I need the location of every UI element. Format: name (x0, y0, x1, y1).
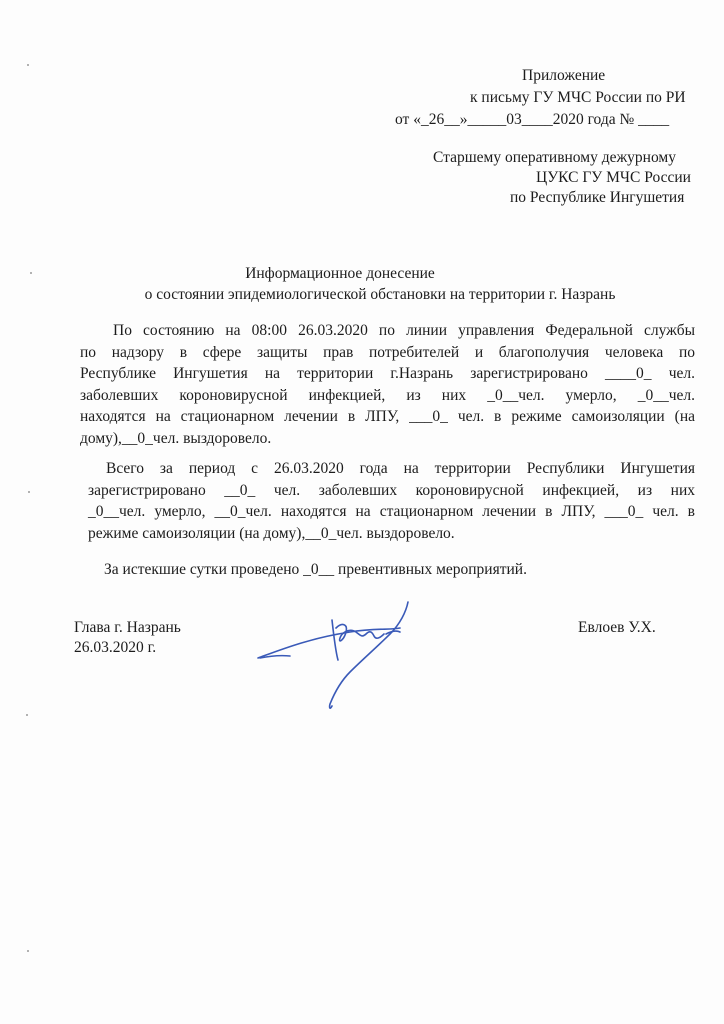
annex-line-3: от «_26__»_____03____2020 года № ____ (395, 111, 670, 128)
paragraph-1-line: дому),__0_чел. выздоровело. (80, 429, 272, 447)
paragraph-2-line: Всего за период с 26.03.2020 года на территории Республики Ингушетия (106, 460, 695, 477)
annex-line-2: к письму ГУ МЧС России по РИ (470, 89, 686, 106)
paragraph-1-line: Республике Ингушетия на территории г.Назрань зарегистрировано ____0_ чел. (80, 365, 695, 382)
scan-speck (27, 64, 29, 66)
paragraph-1-line: По состоянию на 08:00 26.03.2020 по линии управления Федеральной службы (113, 322, 695, 339)
paragraph-1-line: заболевших короновирусной инфекцией, из них _0__чел. умерло, _0__чел. (80, 386, 695, 404)
annex-line-1: Приложение (522, 67, 606, 84)
scan-speck (26, 714, 28, 716)
signature-date: 26.03.2020 г. (74, 639, 157, 656)
scan-speck (30, 272, 32, 274)
signatory-position: Глава г. Назрань (74, 619, 181, 636)
paragraph-2-line: режиме самоизоляции (на дому),__0_чел. выздоровело. (88, 524, 455, 542)
addressee-line-3: по Республике Ингушетия (510, 189, 685, 206)
addressee-line-1: Старшему оперативному дежурному (433, 149, 676, 166)
paragraph-2-line: _0__чел. умерло, __0_чел. находятся на стационарном лечении в ЛПУ, ___0_ чел. в (88, 503, 695, 520)
scan-speck (28, 491, 30, 493)
paragraph-3: За истекшие сутки проведено _0__ превентивных мероприятий. (104, 561, 527, 578)
paragraph-1-line: по надзору в сфере защиты прав потребителей и благополучия человека по (80, 343, 695, 361)
paragraph-2 (88, 458, 695, 544)
paragraph-2-line: зарегистрировано __0_ чел. заболевших короновирусной инфекцией, из них (88, 481, 695, 499)
paragraph-1-line: находятся на стационарном лечении в ЛПУ, ___0_ чел. в режиме самоизоляции (на (80, 408, 695, 425)
addressee-line-2: ЦУКС ГУ МЧС России (536, 169, 691, 186)
document-title-line-2: о состоянии эпидемиологической обстановки на территории г. Назрань (144, 286, 616, 303)
scan-speck (27, 950, 29, 952)
document-title-line-1: Информационное донесение (245, 265, 435, 282)
handwritten-signature (250, 598, 420, 713)
paragraph-1 (80, 320, 695, 449)
signatory-name: Евлоев У.Х. (578, 619, 656, 636)
